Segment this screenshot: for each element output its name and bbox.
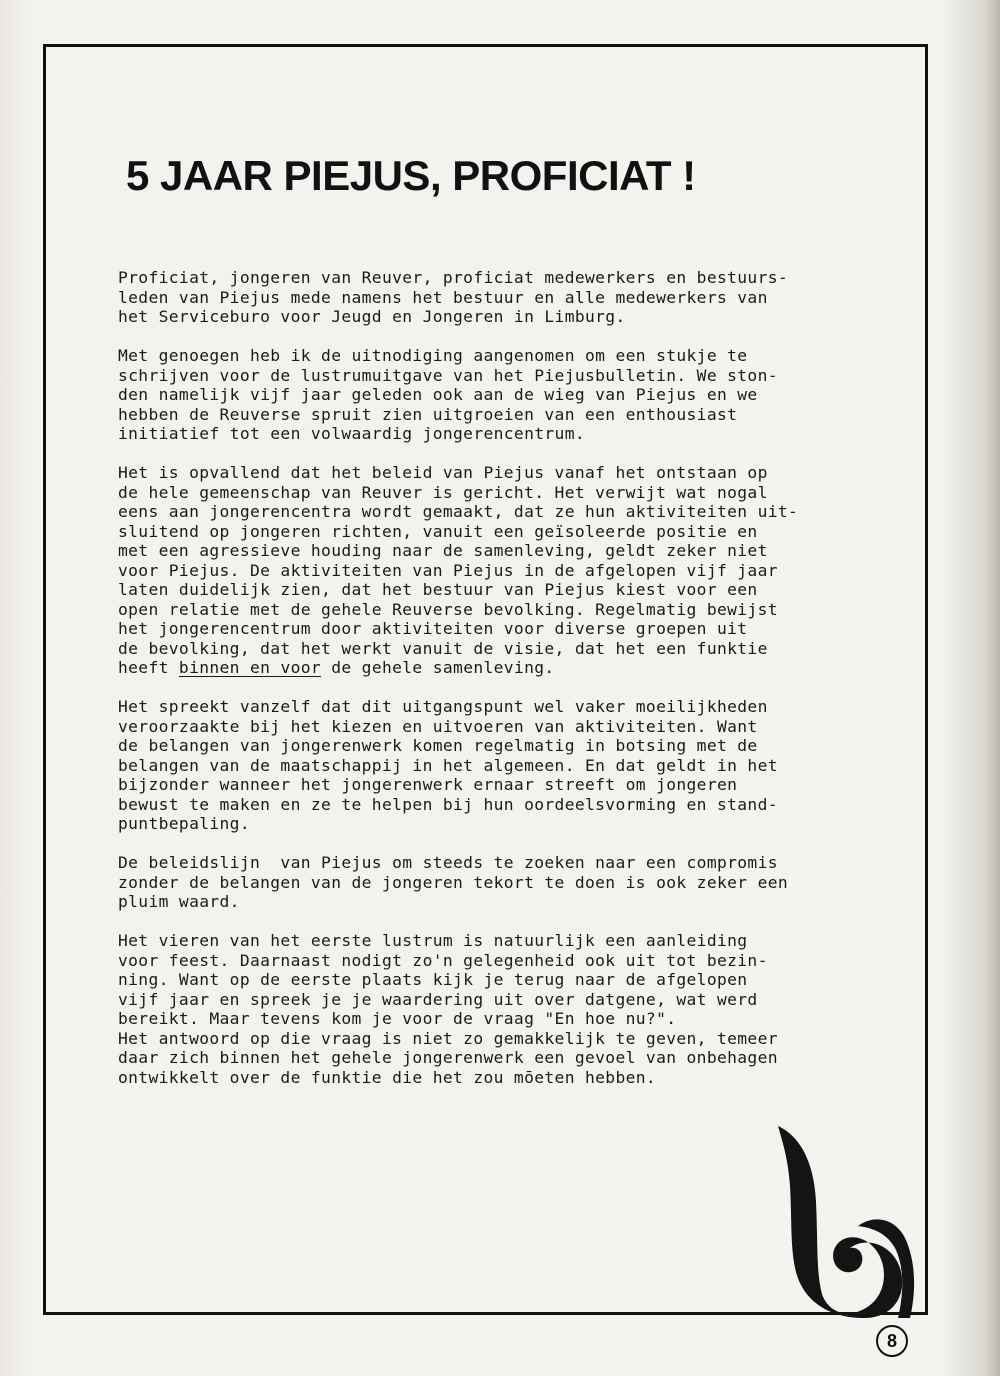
text-line: sluitend op jongeren richten, vanuit een geïsoleerde positie en <box>118 521 758 541</box>
text-line: vijf jaar en spreek je je waardering uit over datgene, wat werd <box>118 989 758 1009</box>
text-line: Het is opvallend dat het beleid van Piejus vanaf het ontstaan op <box>118 463 768 482</box>
text-line: belangen van de maatschappij in het algemeen. En dat geldt in het <box>118 755 778 775</box>
text-line: veroorzaakte bij het kiezen en uitvoeren van aktiviteiten. Want <box>118 716 758 736</box>
text-line: schrijven voor de lustrumuitgave van het Piejusbulletin. We ston- <box>118 365 778 385</box>
text-line: Met genoegen heb ik de uitnodiging aangenomen om een stukje te <box>118 346 748 365</box>
text-line: puntbepaling. <box>118 814 250 833</box>
text-line: bewust te maken en ze te helpen bij hun oordeelsvorming en stand- <box>118 794 778 814</box>
body-paragraph <box>118 463 918 678</box>
text-line: zonder de belangen van de jongeren tekort te doen is ook zeker een <box>118 872 789 892</box>
text-line: daar zich binnen het gehele jongerenwerk een gevoel van onbehagen <box>118 1048 778 1067</box>
text-line: eens aan jongerencentra wordt gemaakt, dat ze hun aktiviteiten uit- <box>118 502 799 521</box>
text-line: de belangen van jongerenwerk komen regelmatig in botsing met de <box>118 736 758 755</box>
body-paragraph <box>118 697 918 834</box>
text-line: den namelijk vijf jaar geleden ook aan de wieg van Piejus en we <box>118 385 758 404</box>
text-line: bereikt. Maar tevens kom je voor de vraag "En hoe nu?". <box>118 1009 677 1028</box>
article-title: 5 JAAR PIEJUS, PROFICIAT ! <box>126 152 696 199</box>
text-line: Het antwoord op die vraag is niet zo gemakkelijk te geven, temeer <box>118 1028 778 1048</box>
text-line: initiatief tot een volwaardig jongerencentrum. <box>118 424 585 443</box>
text-line: ontwikkelt over de funktie die het zou mōeten hebben. <box>118 1067 657 1087</box>
text-line: voor Piejus. De aktiviteiten van Piejus in de afgelopen vijf jaar <box>118 560 778 580</box>
body-paragraph <box>118 853 918 912</box>
text-line: pluim waard. <box>118 892 240 911</box>
underlined-phrase: binnen en voor <box>178 658 322 677</box>
body-paragraph <box>118 268 918 327</box>
text-line: Proficiat, jongeren van Reuver, proficiat medewerkers en bestuurs- <box>118 268 789 287</box>
text-line: ning. Want op de eerste plaats kijk je terug naar de afgelopen <box>118 970 748 989</box>
text-line: leden van Piejus mede namens het bestuur en alle medewerkers van <box>118 287 768 307</box>
text-segment: heeft <box>118 658 179 677</box>
text-line: De beleidslijn van Piejus om steeds te zoeken naar een compromis <box>118 853 778 872</box>
text-line: de bevolking, dat het werkt vanuit de visie, dat het een funktie <box>118 638 768 658</box>
text-line: met een agressieve houding naar de samenleving, geldt zeker niet <box>118 541 768 560</box>
text-line: Het vieren van het eerste lustrum is natuurlijk een aanleiding <box>118 931 748 950</box>
page-binding-edge <box>986 0 1000 1376</box>
body-paragraph <box>118 346 918 444</box>
text-line: het jongerencentrum door aktiviteiten voor diverse groepen uit <box>118 619 748 638</box>
text-line: bijzonder wanneer het jongerenwerk ernaar streeft om jongeren <box>118 775 738 794</box>
text-line: laten duidelijk zien, dat het bestuur van Piejus kiest voor een <box>118 580 758 599</box>
text-segment: de gehele samenleving. <box>321 658 555 677</box>
text-line: het Serviceburo voor Jeugd en Jongeren in Limburg. <box>118 307 626 326</box>
piejus-logo-icon <box>770 1122 920 1318</box>
text-line <box>118 658 918 678</box>
text-line: hebben de Reuverse spruit zien uitgroeien van een enthousiast <box>118 404 738 424</box>
article-body <box>118 268 918 1107</box>
body-paragraph <box>118 931 918 1087</box>
text-line: Het spreekt vanzelf dat dit uitgangspunt wel vaker moeilijkheden <box>118 697 768 716</box>
text-line: voor feest. Daarnaast nodigt zo'n gelegenheid ook uit tot bezin- <box>118 950 768 970</box>
page-number: 8 <box>876 1325 908 1357</box>
text-line: de hele gemeenschap van Reuver is gericht. Het verwijt wat nogal <box>118 482 768 502</box>
text-line: open relatie met de gehele Reuverse bevolking. Regelmatig bewijst <box>118 599 778 619</box>
